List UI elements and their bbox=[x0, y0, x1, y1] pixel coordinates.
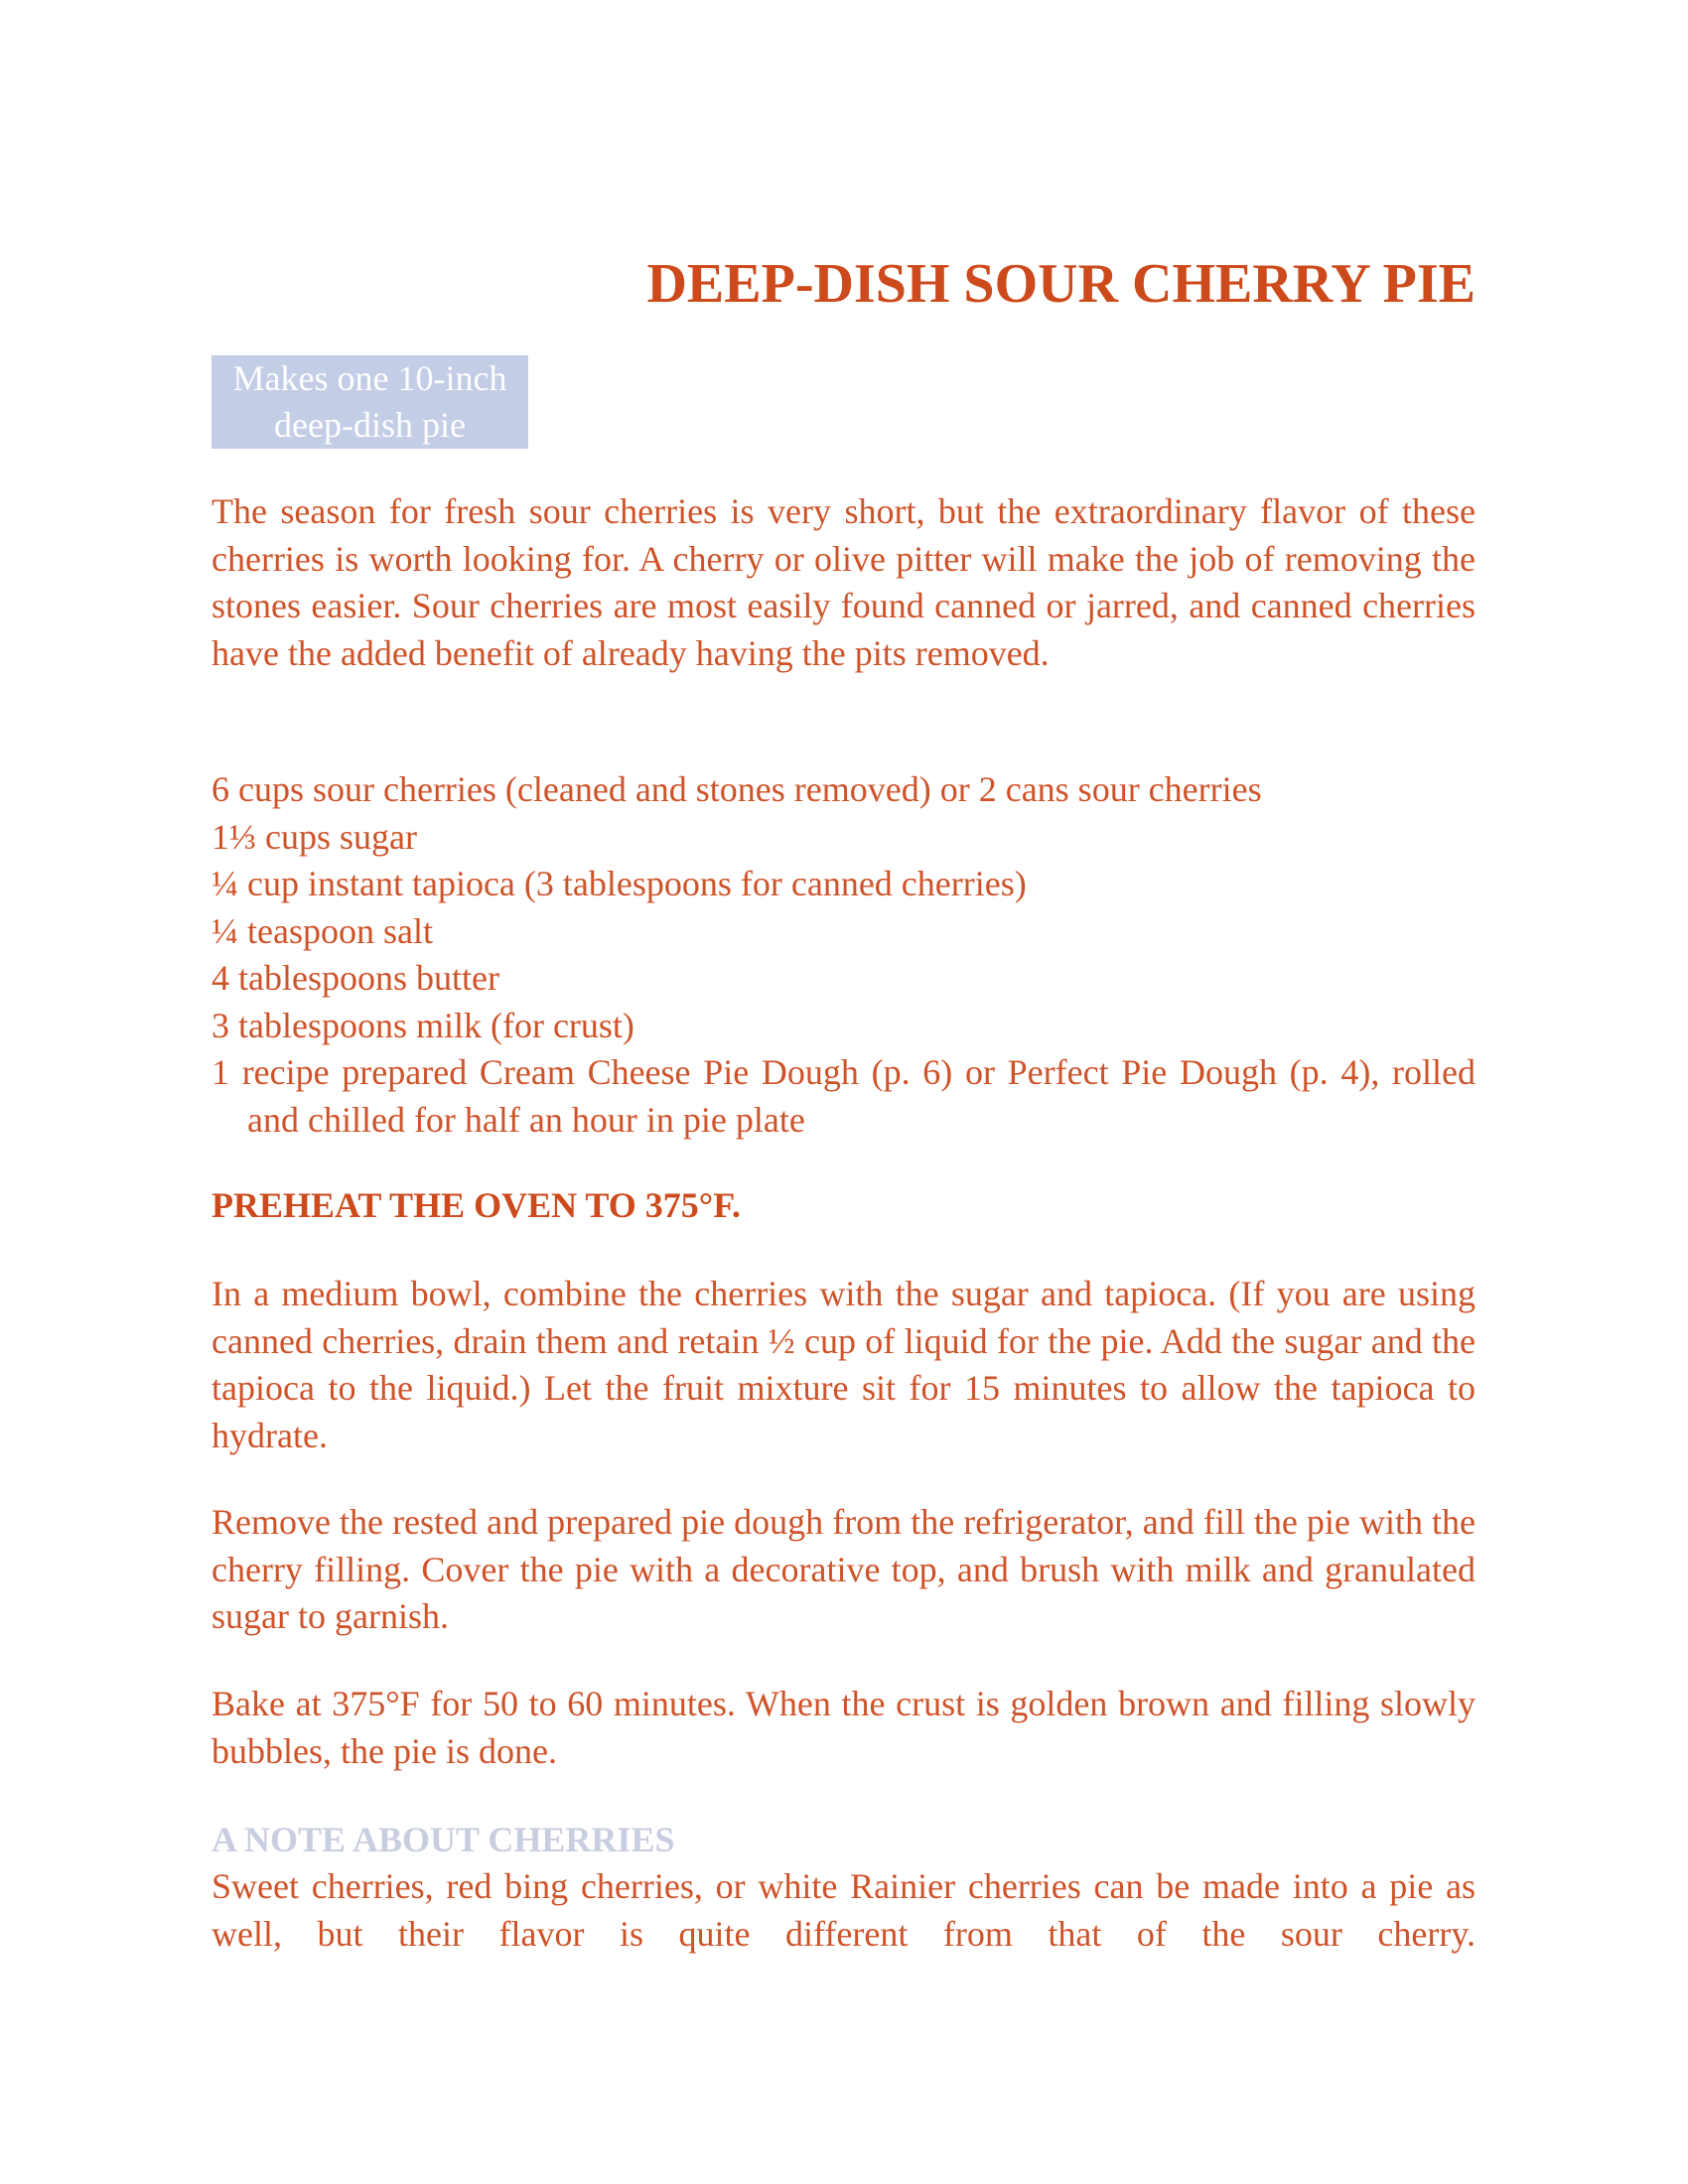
note-paragraph: Sweet cherries, red bing cherries, or white Rainier cherries can be made into a pie as well, but their flavor is quite different from that of the sour cherry. bbox=[211, 1866, 1476, 1954]
preheat-instruction: PREHEAT THE OVEN TO 375°F. bbox=[211, 1185, 741, 1225]
recipe-page bbox=[211, 0, 1476, 2184]
ingredient-item: 6 cups sour cherries (cleaned and stones removed) or 2 cans sour cherries bbox=[211, 769, 1262, 809]
yield-line-2: deep-dish pie bbox=[274, 405, 466, 445]
intro-paragraph: The season for fresh sour cherries is very short, but the extraordinary flavor of these cherries is worth looking for. A cherry or olive pitter will make the job of removing the stones easier. Sour cherries are most easily found canned or jarred, and canned cherries have the added benefit of already having the pits removed. bbox=[211, 491, 1476, 673]
ingredient-item: 3 tablespoons milk (for crust) bbox=[211, 1005, 634, 1045]
ingredient-item: ¼ teaspoon salt bbox=[211, 910, 433, 951]
step-paragraph: Bake at 375°F for 50 to 60 minutes. When the crust is golden brown and filling slowly bubbles, the pie is done. bbox=[211, 1684, 1476, 1771]
step-paragraph: Remove the rested and prepared pie dough from the refrigerator, and fill the pie with the cherry filling. Cover the pie with a decorative top, and brush with milk and granulated sugar to garnish. bbox=[211, 1502, 1476, 1636]
yield-line-1: Makes one 10-inch bbox=[232, 358, 507, 398]
ingredient-item: 4 tablespoons butter bbox=[211, 958, 499, 998]
ingredient-item: 1⅓ cups sugar bbox=[211, 816, 417, 857]
recipe-title: DEEP-DISH SOUR CHERRY PIE bbox=[646, 253, 1476, 315]
ingredient-list bbox=[211, 766, 1476, 1144]
ingredient-item: ¼ cup instant tapioca (3 tablespoons for canned cherries) bbox=[211, 864, 1027, 903]
yield-box bbox=[211, 355, 528, 449]
ingredient-item: 1 recipe prepared Cream Cheese Pie Dough (p. 6) or Perfect Pie Dough (p. 4), rolled and chilled for half an hour in pie plate bbox=[211, 1052, 1476, 1140]
note-heading: A NOTE ABOUT CHERRIES bbox=[211, 1820, 675, 1859]
step-paragraph: In a medium bowl, combine the cherries with the sugar and tapioca. (If you are using canned cherries, drain them and retain ½ cup of liquid for the pie. Add the sugar and the tapioca to the liquid.) Let the fruit mixture sit for 15 minutes to allow the tapioca to hydrate. bbox=[211, 1274, 1476, 1455]
